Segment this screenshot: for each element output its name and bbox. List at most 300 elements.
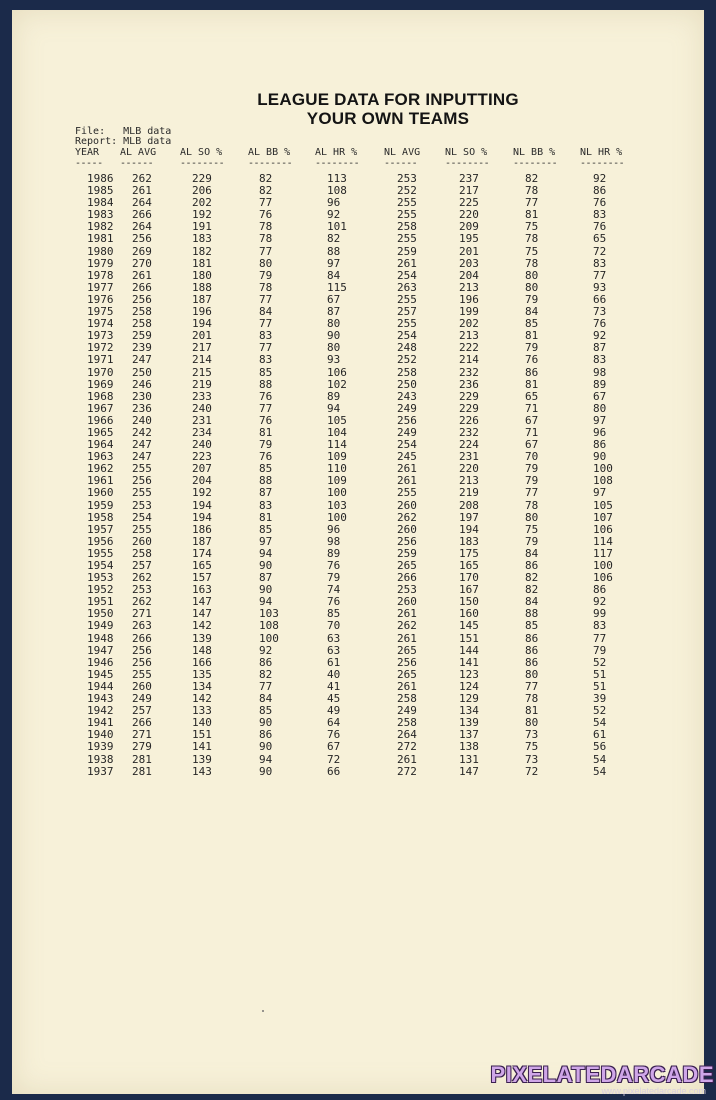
cell-al-hr: 92 — [327, 208, 341, 222]
cell-al-avg: 230 — [132, 389, 152, 403]
cell-year: 1980 — [87, 244, 114, 258]
cell-al-avg: 269 — [132, 244, 152, 258]
cell-year: 1975 — [87, 305, 114, 319]
table-row — [75, 668, 695, 680]
cell-al-so: 206 — [192, 184, 212, 198]
table-row — [75, 257, 695, 269]
cell-al-so: 219 — [192, 377, 212, 391]
table-row — [75, 704, 695, 716]
cell-al-so: 192 — [192, 208, 212, 222]
cell-nl-so: 139 — [459, 716, 479, 730]
cell-nl-hr: 100 — [593, 462, 613, 476]
cell-nl-hr: 92 — [593, 595, 607, 609]
cell-al-hr: 90 — [327, 329, 341, 343]
cell-nl-so: 202 — [459, 317, 479, 331]
cell-nl-avg: 265 — [397, 559, 417, 572]
dash-al-bb: -------- — [248, 158, 293, 169]
cell-nl-bb: 84 — [525, 546, 539, 560]
cell-al-hr: 82 — [327, 232, 341, 246]
cell-nl-so: 183 — [459, 534, 479, 548]
cell-nl-avg: 260 — [397, 522, 417, 536]
cell-al-so: 207 — [192, 462, 212, 476]
cell-nl-so: 224 — [459, 438, 479, 452]
cell-al-hr: 76 — [327, 559, 341, 572]
cell-nl-bb: 86 — [525, 643, 539, 657]
cell-al-avg: 247 — [132, 438, 152, 452]
dash-nl-avg: ------ — [384, 158, 418, 169]
cell-nl-bb: 72 — [525, 764, 539, 778]
cell-year: 1954 — [87, 559, 114, 572]
cell-al-bb: 78 — [259, 280, 273, 294]
page-title: LEAGUE DATA FOR INPUTTING — [257, 90, 519, 109]
cell-nl-bb: 67 — [525, 438, 539, 452]
table-row — [75, 559, 695, 571]
cell-al-bb: 81 — [259, 425, 273, 439]
cell-nl-so: 131 — [459, 752, 479, 766]
cell-al-avg: 258 — [132, 305, 152, 319]
cell-nl-bb: 85 — [525, 619, 539, 633]
cell-al-avg: 254 — [132, 510, 152, 524]
cell-nl-bb: 82 — [525, 583, 539, 597]
cell-al-bb: 77 — [259, 341, 273, 355]
cell-year: 1948 — [87, 631, 114, 645]
cell-al-so: 148 — [192, 643, 212, 657]
cell-nl-avg: 249 — [397, 704, 417, 718]
cell-al-avg: 264 — [132, 220, 152, 234]
cell-nl-so: 214 — [459, 353, 479, 367]
cell-al-bb: 79 — [259, 438, 273, 452]
cell-nl-hr: 114 — [593, 534, 613, 548]
cell-nl-avg: 262 — [397, 619, 417, 633]
cell-nl-bb: 77 — [525, 679, 539, 693]
cell-nl-hr: 51 — [593, 679, 607, 693]
header-underline — [75, 158, 695, 169]
cell-nl-avg: 272 — [397, 740, 417, 754]
cell-nl-avg: 260 — [397, 595, 417, 609]
cell-al-avg: 266 — [132, 631, 152, 645]
cell-nl-hr: 100 — [593, 559, 613, 572]
cell-nl-so: 220 — [459, 208, 479, 222]
cell-al-so: 234 — [192, 425, 212, 439]
cell-al-hr: 67 — [327, 740, 341, 754]
cell-nl-so: 194 — [459, 522, 479, 536]
cell-nl-avg: 261 — [397, 607, 417, 621]
cell-al-so: 215 — [192, 365, 212, 379]
cell-nl-bb: 80 — [525, 280, 539, 294]
cell-year: 1942 — [87, 704, 114, 718]
cell-nl-avg: 259 — [397, 546, 417, 560]
cell-al-avg: 266 — [132, 280, 152, 294]
cell-al-so: 201 — [192, 329, 212, 343]
file-label: File: MLB data — [75, 126, 172, 137]
cell-al-hr: 96 — [327, 196, 341, 210]
cell-al-hr: 102 — [327, 377, 347, 391]
cell-al-bb: 87 — [259, 486, 273, 500]
cell-year: 1978 — [87, 268, 114, 282]
cell-al-bb: 77 — [259, 292, 273, 306]
cell-al-bb: 86 — [259, 728, 273, 742]
cell-al-bb: 85 — [259, 462, 273, 476]
cell-nl-bb: 77 — [525, 486, 539, 500]
cell-nl-avg: 261 — [397, 679, 417, 693]
cell-year: 1946 — [87, 655, 114, 669]
cell-nl-so: 225 — [459, 196, 479, 210]
cell-nl-hr: 52 — [593, 655, 607, 669]
cell-nl-avg: 255 — [397, 317, 417, 331]
cell-nl-avg: 255 — [397, 486, 417, 500]
cell-al-bb: 84 — [259, 305, 273, 319]
cell-al-bb: 83 — [259, 329, 273, 343]
cell-nl-bb: 76 — [525, 353, 539, 367]
cell-al-hr: 88 — [327, 244, 341, 258]
cell-nl-bb: 65 — [525, 389, 539, 403]
cell-al-so: 187 — [192, 534, 212, 548]
cell-al-bb: 92 — [259, 643, 273, 657]
cell-year: 1965 — [87, 425, 114, 439]
report-label: Report: MLB data — [75, 136, 172, 147]
cell-al-so: 182 — [192, 244, 212, 258]
cell-nl-hr: 73 — [593, 305, 607, 319]
cell-nl-so: 167 — [459, 583, 479, 597]
cell-al-so: 187 — [192, 292, 212, 306]
cell-nl-avg: 255 — [397, 196, 417, 210]
cell-nl-hr: 61 — [593, 728, 607, 742]
table-row — [75, 486, 695, 498]
table-row — [75, 595, 695, 607]
cell-al-so: 194 — [192, 498, 212, 512]
cell-al-hr: 72 — [327, 752, 341, 766]
header-al-bb: AL BB % — [248, 147, 291, 158]
table-row — [75, 583, 695, 595]
cell-al-so: 223 — [192, 450, 212, 464]
cell-nl-avg: 272 — [397, 764, 417, 778]
cell-al-hr: 49 — [327, 704, 341, 718]
cell-al-bb: 77 — [259, 317, 273, 331]
cell-al-so: 191 — [192, 220, 212, 234]
cell-al-so: 139 — [192, 752, 212, 766]
cell-al-bb: 94 — [259, 752, 273, 766]
dash-year: ----- — [75, 158, 103, 169]
cell-al-hr: 103 — [327, 498, 347, 512]
cell-nl-avg: 248 — [397, 341, 417, 355]
cell-al-avg: 261 — [132, 184, 152, 198]
table-row — [75, 426, 695, 438]
cell-year: 1941 — [87, 716, 114, 730]
cell-al-so: 142 — [192, 619, 212, 633]
table-row — [75, 402, 695, 414]
cell-nl-bb: 80 — [525, 716, 539, 730]
cell-nl-avg: 256 — [397, 534, 417, 548]
table-row — [75, 632, 695, 644]
cell-al-avg: 262 — [132, 172, 152, 185]
cell-nl-bb: 79 — [525, 341, 539, 355]
cell-al-so: 183 — [192, 232, 212, 246]
header-al-hr: AL HR % — [315, 147, 358, 158]
cell-al-avg: 255 — [132, 667, 152, 681]
cell-nl-bb: 81 — [525, 208, 539, 222]
cell-nl-avg: 254 — [397, 268, 417, 282]
cell-al-bb: 86 — [259, 655, 273, 669]
table-row — [75, 172, 695, 184]
cell-nl-bb: 73 — [525, 728, 539, 742]
cell-al-avg: 266 — [132, 208, 152, 222]
table-row — [75, 366, 695, 378]
cell-al-hr: 114 — [327, 438, 347, 452]
table-row — [75, 390, 695, 402]
cell-nl-so: 129 — [459, 692, 479, 706]
cell-al-bb: 97 — [259, 534, 273, 548]
cell-nl-bb: 80 — [525, 268, 539, 282]
cell-al-hr: 87 — [327, 305, 341, 319]
cell-nl-hr: 108 — [593, 474, 613, 488]
cell-nl-hr: 54 — [593, 716, 607, 730]
cell-al-bb: 76 — [259, 413, 273, 427]
cell-nl-so: 123 — [459, 667, 479, 681]
cell-al-hr: 66 — [327, 764, 341, 778]
cell-nl-hr: 51 — [593, 667, 607, 681]
watermark-url: www.pixelatedarcade.com — [601, 1086, 706, 1096]
dash-nl-hr: -------- — [580, 158, 625, 169]
cell-nl-bb: 78 — [525, 498, 539, 512]
cell-al-bb: 78 — [259, 232, 273, 246]
cell-al-so: 240 — [192, 401, 212, 415]
cell-nl-hr: 56 — [593, 740, 607, 754]
cell-year: 1960 — [87, 486, 114, 500]
cell-al-bb: 77 — [259, 244, 273, 258]
cell-nl-hr: 98 — [593, 365, 607, 379]
cell-nl-so: 231 — [459, 450, 479, 464]
cell-al-so: 186 — [192, 522, 212, 536]
table-row — [75, 523, 695, 535]
cell-nl-bb: 86 — [525, 631, 539, 645]
cell-nl-so: 213 — [459, 329, 479, 343]
cell-nl-bb: 81 — [525, 377, 539, 391]
cell-al-hr: 80 — [327, 317, 341, 331]
table-row — [75, 607, 695, 619]
cell-nl-bb: 77 — [525, 196, 539, 210]
cell-al-so: 151 — [192, 728, 212, 742]
cell-al-so: 174 — [192, 546, 212, 560]
cell-al-bb: 82 — [259, 172, 273, 185]
cell-nl-so: 170 — [459, 571, 479, 585]
cell-year: 1943 — [87, 692, 114, 706]
cell-al-hr: 105 — [327, 413, 347, 427]
page-speck — [262, 1010, 264, 1012]
cell-nl-avg: 263 — [397, 280, 417, 294]
cell-nl-avg: 261 — [397, 474, 417, 488]
cell-nl-hr: 107 — [593, 510, 613, 524]
cell-nl-hr: 83 — [593, 208, 607, 222]
cell-nl-avg: 255 — [397, 292, 417, 306]
table-row — [75, 450, 695, 462]
cell-al-avg: 262 — [132, 595, 152, 609]
cell-nl-avg: 256 — [397, 655, 417, 669]
cell-nl-so: 222 — [459, 341, 479, 355]
cell-nl-so: 232 — [459, 425, 479, 439]
cell-nl-bb: 80 — [525, 667, 539, 681]
cell-nl-hr: 67 — [593, 389, 607, 403]
cell-nl-hr: 54 — [593, 752, 607, 766]
cell-al-bb: 79 — [259, 268, 273, 282]
cell-nl-so: 204 — [459, 268, 479, 282]
cell-year: 1949 — [87, 619, 114, 633]
cell-nl-bb: 82 — [525, 571, 539, 585]
cell-nl-so: 203 — [459, 256, 479, 270]
cell-year: 1951 — [87, 595, 114, 609]
cell-year: 1976 — [87, 292, 114, 306]
cell-nl-avg: 243 — [397, 389, 417, 403]
cell-al-bb: 85 — [259, 365, 273, 379]
data-table — [75, 172, 695, 777]
cell-nl-avg: 250 — [397, 377, 417, 391]
cell-al-so: 196 — [192, 305, 212, 319]
cell-al-avg: 255 — [132, 462, 152, 476]
cell-al-hr: 63 — [327, 643, 341, 657]
cell-nl-so: 209 — [459, 220, 479, 234]
cell-year: 1959 — [87, 498, 114, 512]
cell-al-bb: 88 — [259, 474, 273, 488]
cell-al-bb: 77 — [259, 196, 273, 210]
cell-nl-hr: 89 — [593, 377, 607, 391]
cell-nl-avg: 259 — [397, 244, 417, 258]
cell-nl-avg: 264 — [397, 728, 417, 742]
cell-al-hr: 41 — [327, 679, 341, 693]
cell-nl-avg: 265 — [397, 667, 417, 681]
cell-year: 1956 — [87, 534, 114, 548]
cell-nl-avg: 261 — [397, 752, 417, 766]
cell-al-hr: 40 — [327, 667, 341, 681]
table-row — [75, 728, 695, 740]
cell-year: 1958 — [87, 510, 114, 524]
cell-year: 1966 — [87, 413, 114, 427]
cell-al-so: 233 — [192, 389, 212, 403]
cell-al-hr: 67 — [327, 292, 341, 306]
cell-nl-avg: 252 — [397, 184, 417, 198]
cell-nl-so: 199 — [459, 305, 479, 319]
cell-al-hr: 93 — [327, 353, 341, 367]
cell-al-so: 202 — [192, 196, 212, 210]
cell-nl-hr: 90 — [593, 450, 607, 464]
cell-al-avg: 259 — [132, 329, 152, 343]
cell-nl-so: 144 — [459, 643, 479, 657]
cell-al-bb: 76 — [259, 208, 273, 222]
cell-al-bb: 90 — [259, 559, 273, 572]
cell-nl-so: 137 — [459, 728, 479, 742]
cell-al-hr: 96 — [327, 522, 341, 536]
cell-nl-so: 134 — [459, 704, 479, 718]
cell-al-bb: 76 — [259, 389, 273, 403]
cell-al-so: 181 — [192, 256, 212, 270]
cell-year: 1939 — [87, 740, 114, 754]
cell-nl-avg: 254 — [397, 438, 417, 452]
cell-al-hr: 104 — [327, 425, 347, 439]
cell-year: 1940 — [87, 728, 114, 742]
cell-al-so: 157 — [192, 571, 212, 585]
cell-al-avg: 242 — [132, 425, 152, 439]
cell-al-avg: 253 — [132, 498, 152, 512]
cell-nl-hr: 86 — [593, 184, 607, 198]
cell-nl-bb: 78 — [525, 692, 539, 706]
cell-al-avg: 279 — [132, 740, 152, 754]
cell-al-avg: 253 — [132, 583, 152, 597]
cell-nl-avg: 257 — [397, 305, 417, 319]
cell-al-hr: 89 — [327, 546, 341, 560]
cell-nl-hr: 87 — [593, 341, 607, 355]
cell-al-bb: 83 — [259, 353, 273, 367]
header-nl-so: NL SO % — [445, 147, 488, 158]
cell-al-hr: 100 — [327, 510, 347, 524]
header-nl-hr: NL HR % — [580, 147, 623, 158]
cell-al-avg: 260 — [132, 679, 152, 693]
cell-nl-so: 229 — [459, 401, 479, 415]
table-row — [75, 740, 695, 752]
cell-nl-so: 201 — [459, 244, 479, 258]
cell-nl-hr: 93 — [593, 280, 607, 294]
cell-year: 1969 — [87, 377, 114, 391]
table-row — [75, 535, 695, 547]
cell-year: 1979 — [87, 256, 114, 270]
cell-al-avg: 239 — [132, 341, 152, 355]
cell-al-hr: 115 — [327, 280, 347, 294]
cell-nl-so: 213 — [459, 474, 479, 488]
table-row — [75, 765, 695, 777]
cell-nl-so: 150 — [459, 595, 479, 609]
cell-al-bb: 78 — [259, 220, 273, 234]
cell-nl-bb: 70 — [525, 450, 539, 464]
cell-year: 1977 — [87, 280, 114, 294]
cell-al-hr: 76 — [327, 728, 341, 742]
cell-nl-avg: 261 — [397, 256, 417, 270]
cell-nl-hr: 96 — [593, 425, 607, 439]
cell-al-bb: 77 — [259, 679, 273, 693]
table-row — [75, 753, 695, 765]
cell-al-bb: 85 — [259, 522, 273, 536]
cell-nl-so: 219 — [459, 486, 479, 500]
cell-nl-so: 196 — [459, 292, 479, 306]
cell-al-bb: 103 — [259, 607, 279, 621]
cell-year: 1985 — [87, 184, 114, 198]
cell-nl-bb: 75 — [525, 220, 539, 234]
table-row — [75, 692, 695, 704]
cell-al-so: 194 — [192, 510, 212, 524]
cell-al-avg: 250 — [132, 365, 152, 379]
cell-year: 1950 — [87, 607, 114, 621]
cell-al-hr: 110 — [327, 462, 347, 476]
cell-al-avg: 262 — [132, 571, 152, 585]
cell-al-hr: 109 — [327, 474, 347, 488]
dash-al-so: -------- — [180, 158, 225, 169]
cell-nl-bb: 79 — [525, 534, 539, 548]
cell-nl-hr: 52 — [593, 704, 607, 718]
cell-al-so: 240 — [192, 438, 212, 452]
cell-nl-avg: 245 — [397, 450, 417, 464]
cell-nl-bb: 78 — [525, 232, 539, 246]
table-row — [75, 305, 695, 317]
cell-al-so: 134 — [192, 679, 212, 693]
cell-nl-hr: 99 — [593, 607, 607, 621]
cell-nl-so: 213 — [459, 280, 479, 294]
cell-al-so: 165 — [192, 559, 212, 572]
cell-al-avg: 247 — [132, 353, 152, 367]
cell-al-bb: 94 — [259, 595, 273, 609]
cell-nl-so: 236 — [459, 377, 479, 391]
cell-al-so: 147 — [192, 607, 212, 621]
cell-al-bb: 90 — [259, 583, 273, 597]
page-subtitle: YOUR OWN TEAMS — [306, 109, 470, 128]
table-row — [75, 293, 695, 305]
cell-nl-hr: 83 — [593, 353, 607, 367]
cell-al-avg: 256 — [132, 474, 152, 488]
